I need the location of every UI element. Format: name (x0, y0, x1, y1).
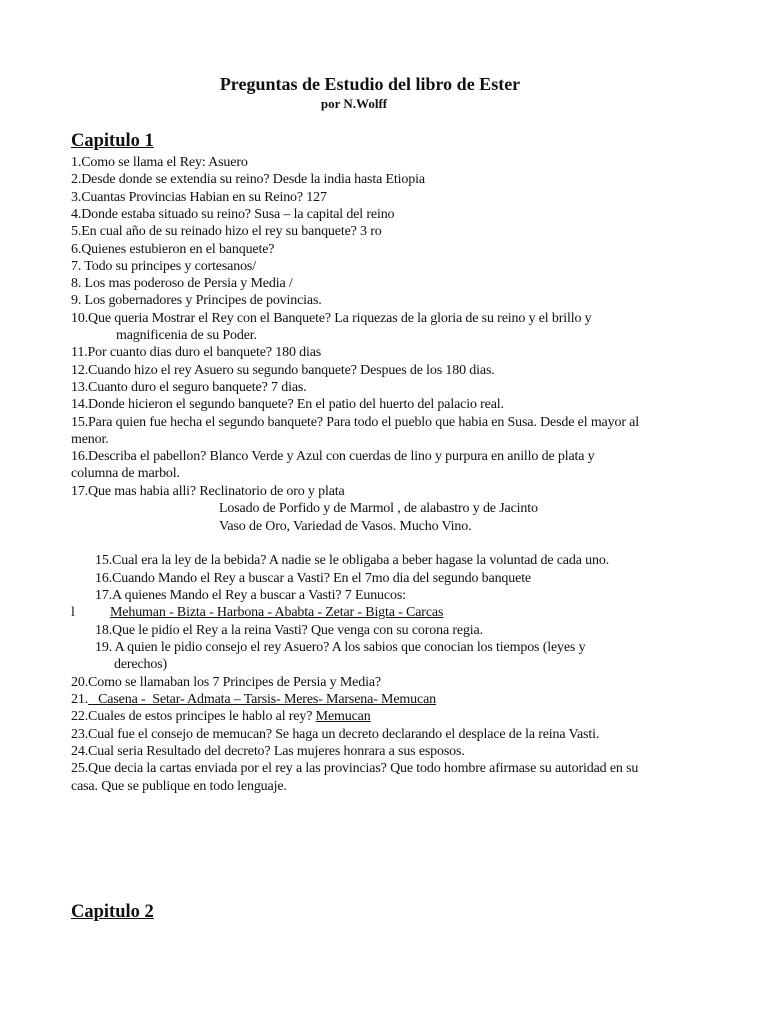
chapter-2-heading: Capitulo 2 (71, 902, 154, 922)
question-line: 16.Describa el pabellon? Blanco Verde y Azul con cuerdas de lino y purpura en anillo de plata y (71, 449, 595, 464)
document-author: por N.Wolff (320, 96, 388, 111)
document-title: Preguntas de Estudio del libro de Ester (219, 74, 521, 94)
list-marker: l (71, 605, 75, 620)
question-line: 25.Que decia la cartas enviada por el rey a las provincias? Que todo hombre afirmase su autoridad en su (71, 761, 639, 776)
question-line-continued: magnificenia de su Poder. (116, 328, 257, 343)
question-line: 2.Desde donde se extendia su reino? Desde la india hasta Etiopia (71, 172, 425, 187)
question-line: 13.Cuanto duro el seguro banquete? 7 dias. (71, 380, 307, 395)
question-line: 16.Cuando Mando el Rey a buscar a Vasti? En el 7mo dia del segundo banquete (95, 571, 531, 586)
question-line: 14.Donde hicieron el segundo banquete? En el patio del huerto del palacio real. (71, 397, 504, 412)
question-line: 6.Quienes estubieron en el banquete? (71, 242, 275, 257)
question-line: 11.Por cuanto dias duro el banquete? 180 dias (71, 345, 322, 360)
question-line: 4.Donde estaba situado su reino? Susa – la capital del reino (71, 207, 395, 222)
question-line-continued: Vaso de Oro, Variedad de Vasos. Mucho Vino. (219, 519, 472, 534)
question-line: 17.Que mas habia alli? Reclinatorio de oro y plata (71, 484, 345, 499)
question-line: 15.Cual era la ley de la bebida? A nadie se le obligaba a beber hagase la voluntad de cada uno. (95, 553, 610, 568)
question-line: 23.Cual fue el consejo de memucan? Se haga un decreto declarando el desplace de la reina Vasti. (71, 727, 600, 742)
question-line: 15.Para quien fue hecha el segundo banquete? Para todo el pueblo que habia en Susa. Desde el mayor al (71, 415, 639, 430)
question-line: 9. Los gobernadores y Principes de povincias. (71, 293, 322, 308)
question-line-continued: menor. (71, 432, 109, 447)
question-text: 22.Cuales de estos principes le hablo al rey? (71, 709, 316, 724)
question-line: 12.Cuando hizo el rey Asuero su segundo banquete? Despues de los 180 dias. (71, 363, 495, 378)
question-line: 24.Cual seria Resultado del decreto? Las mujeres honrara a sus esposos. (71, 744, 465, 759)
question-line: 1.Como se llama el Rey: Asuero (71, 155, 248, 170)
question-line: 18.Que le pidio el Rey a la reina Vasti? Que venga con su corona regia. (95, 623, 483, 638)
question-line: 3.Cuantas Provincias Habian en su Reino? 127 (71, 190, 327, 205)
eunuch-names: Mehuman - Bizta - Harbona - Ababta - Zetar - Bigta - Carcas (110, 605, 444, 620)
answer-text: Memucan (315, 709, 371, 724)
question-line-continued: casa. Que se publique en todo lenguaje. (71, 779, 287, 794)
question-line (71, 691, 436, 708)
question-line-continued: derechos) (114, 657, 168, 672)
question-line: 5.En cual año de su reinado hizo el rey su banquete? 3 ro (71, 224, 382, 239)
question-line: 7. Todo su principes y cortesanos/ (71, 259, 256, 274)
question-line: 8. Los mas poderoso de Persia y Media / (71, 276, 293, 291)
prince-names: Casena - Setar- Admata – Tarsis- Meres- Marsena- Memucan (88, 692, 436, 707)
question-line: 19. A quien le pidio consejo el rey Asuero? A los sabios que conocian los tiempos (leyes y (95, 640, 586, 655)
question-line (71, 708, 371, 725)
question-line-continued: columna de marbol. (71, 466, 180, 481)
question-line: 20.Como se llamaban los 7 Principes de Persia y Media? (71, 675, 381, 690)
chapter-1-heading: Capitulo 1 (71, 131, 154, 151)
question-line-continued: Losado de Porfido y de Marmol , de alabastro y de Jacinto (219, 501, 538, 516)
question-number: 21. (71, 692, 89, 707)
question-line: 10.Que queria Mostrar el Rey con el Banquete? La riquezas de la gloria de su reino y el brillo y (71, 311, 592, 326)
question-line: 17.A quienes Mando el Rey a buscar a Vasti? 7 Eunucos: (95, 588, 406, 603)
